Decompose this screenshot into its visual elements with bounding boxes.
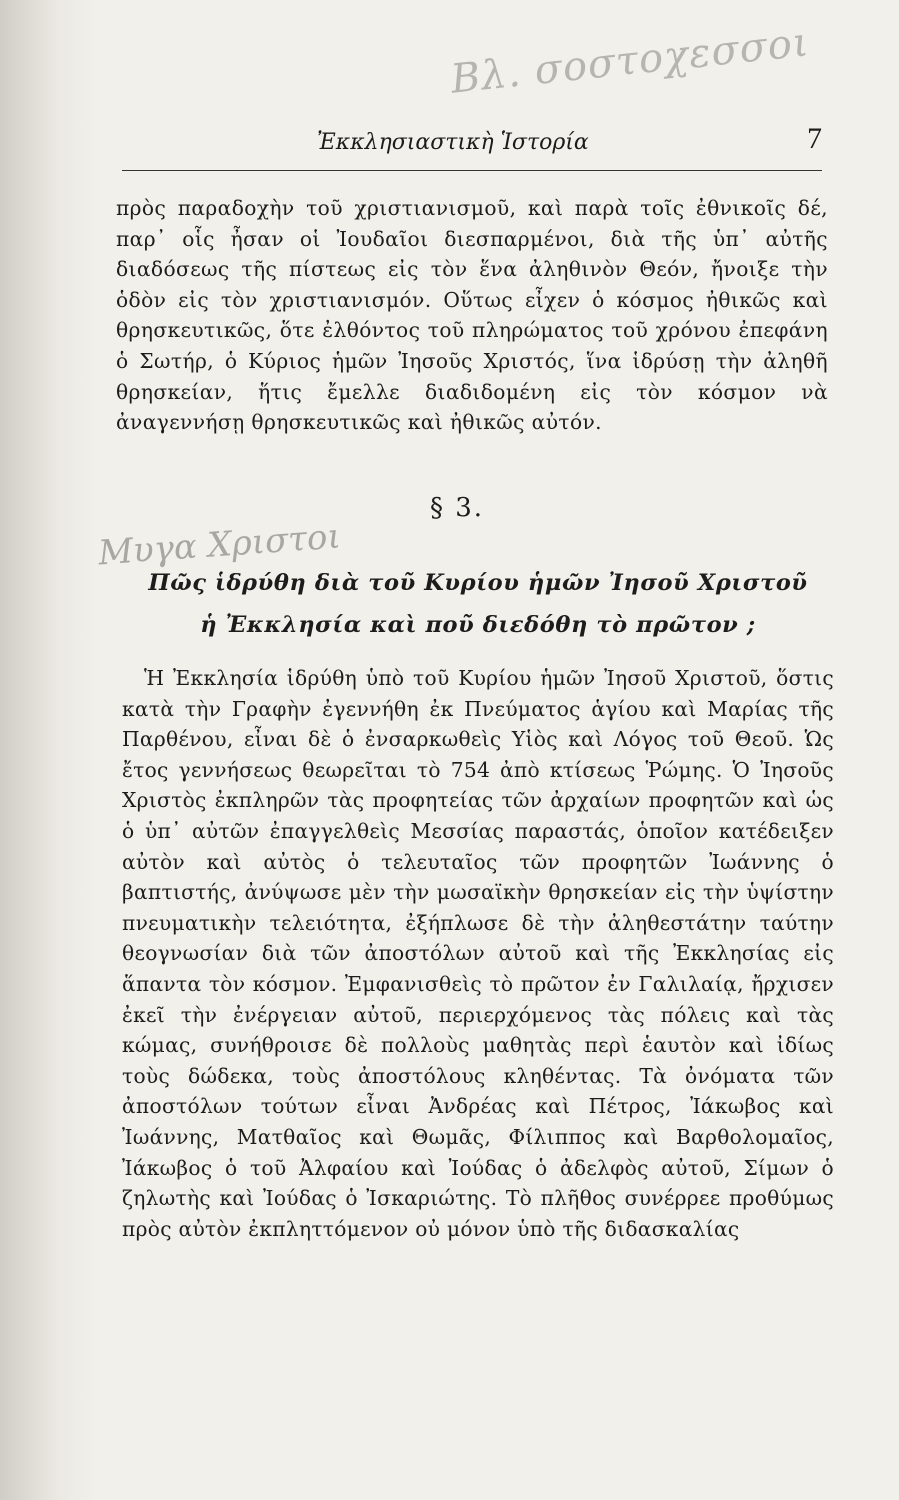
pencil-annotation-left: Μυγα Χριστοι bbox=[96, 516, 343, 574]
pencil-annotation-top: Βλ. σοστοχεσσοι bbox=[448, 19, 812, 103]
section-mark: § 3. bbox=[430, 493, 485, 523]
section-heading bbox=[118, 562, 838, 646]
page-edge-shadow bbox=[0, 0, 96, 1500]
page-number: 7 bbox=[807, 122, 822, 155]
section-heading-line-2: ἡ Ἐκκλησία καὶ ποῦ διεδόθη τὸ πρῶτον ; bbox=[200, 612, 756, 638]
paragraph-2: Ἡ Ἐκκλησία ἱδρύθη ὑπὸ τοῦ Κυρίου ἡμῶν Ἰησοῦ Χριστοῦ, ὅστις κατὰ τὴν Γραφὴν ἐγεννήθη ἐκ Πνεύματος ἁγίου καὶ Μαρίας τῆς Παρθένου, εἶναι δὲ ὁ ἐνσαρκωθεὶς Υἱὸς καὶ Λόγος τοῦ Θεοῦ. Ὡς ἔτος γεννήσεως θεωρεῖται τὸ 754 ἀπὸ κτίσεως Ῥώμης. Ὁ Ἰησοῦς Χριστὸς ἐκπληρῶν τὰς προφητείας τῶν ἀρχαίων προφητῶν καὶ ὡς ὁ ὑπ᾽ αὐτῶν ἐπαγγελθεὶς Μεσσίας παραστάς, ὁποῖον κατέδειξεν αὐτὸν καὶ αὐτὸς ὁ τελευταῖος τῶν προφητῶν Ἰωάννης ὁ βαπτιστής, ἀνύψωσε μὲν τὴν μωσαϊκὴν θρησκείαν εἰς τὴν ὑψίστην πνευματικὴν τελειότητα, ἐξήπλωσε δὲ τὴν ἀληθεστάτην ταύτην θεογνωσίαν διὰ τῶν ἀποστόλων αὐτοῦ καὶ τῆς Ἐκκλησίας εἰς ἅπαντα τὸν κόσμον. Ἐμφανισθεὶς τὸ πρῶτον ἐν Γαλιλαίᾳ, ἤρχισεν ἐκεῖ τὴν ἐνέργειαν αὐτοῦ, περιερχόμενος τὰς πόλεις καὶ τὰς κώμας, συνήθροισε δὲ πολλοὺς μαθητὰς περὶ ἑαυτὸν καὶ ἰδίως τοὺς δώδεκα, τοὺς ἀποστόλους κληθέντας. Τὰ ὀνόματα τῶν ἀποστόλων τούτων εἶναι Ἀνδρέας καὶ Πέτρος, Ἰάκωβος καὶ Ἰωάννης, Ματθαῖος καὶ Θωμᾶς, Φίλιππος καὶ Βαρθολομαῖος, Ἰάκωβος ὁ τοῦ Ἀλφαίου καὶ Ἰούδας ὁ ἀδελφὸς αὐτοῦ, Σίμων ὁ ζηλωτὴς καὶ Ἰούδας ὁ Ἰσκαριώτης. Τὸ πλῆθος συνέρρεε προθύμως πρὸς αὐτὸν ἐκπληττόμενον οὐ μόνον ὑπὸ τῆς διδασκαλίας bbox=[122, 666, 834, 1241]
section-heading-line-1: Πῶς ἱδρύθη διὰ τοῦ Κυρίου ἡμῶν Ἰησοῦ Χριστοῦ bbox=[148, 570, 808, 596]
running-header bbox=[122, 122, 822, 171]
paragraph-1: πρὸς παραδοχὴν τοῦ χριστιανισμοῦ, καὶ παρὰ τοῖς ἐθνικοῖς δέ, παρ᾽ οἷς ἦσαν οἱ Ἰουδαῖοι διεσπαρμένοι, διὰ τῆς ὑπ᾽ αὐτῆς διαδόσεως τῆς πίστεως εἰς τὸν ἕνα ἀληθινὸν Θεόν, ἤνοιξε τὴν ὁδὸν εἰς τὸν χριστιανισμόν. Οὕτως εἶχεν ὁ κόσμος ἠθικῶς καὶ θρησκευτικῶς, ὅτε ἐλθόντος τοῦ πληρώματος τοῦ χρόνου ἐπεφάνη ὁ Σωτήρ, ὁ Κύριος ἡμῶν Ἰησοῦς Χριστός, ἵνα ἱδρύσῃ τὴν ἀληθῆ θρησκείαν, ἥτις ἔμελλε διαδιδομένη εἰς τὸν κόσμον νὰ ἀναγεννήσῃ θρησκευτικῶς καὶ ἠθικῶς αὐτόν. bbox=[116, 196, 828, 435]
running-title: Ἐκκλησιαστικὴ Ἱστορία bbox=[317, 130, 589, 155]
